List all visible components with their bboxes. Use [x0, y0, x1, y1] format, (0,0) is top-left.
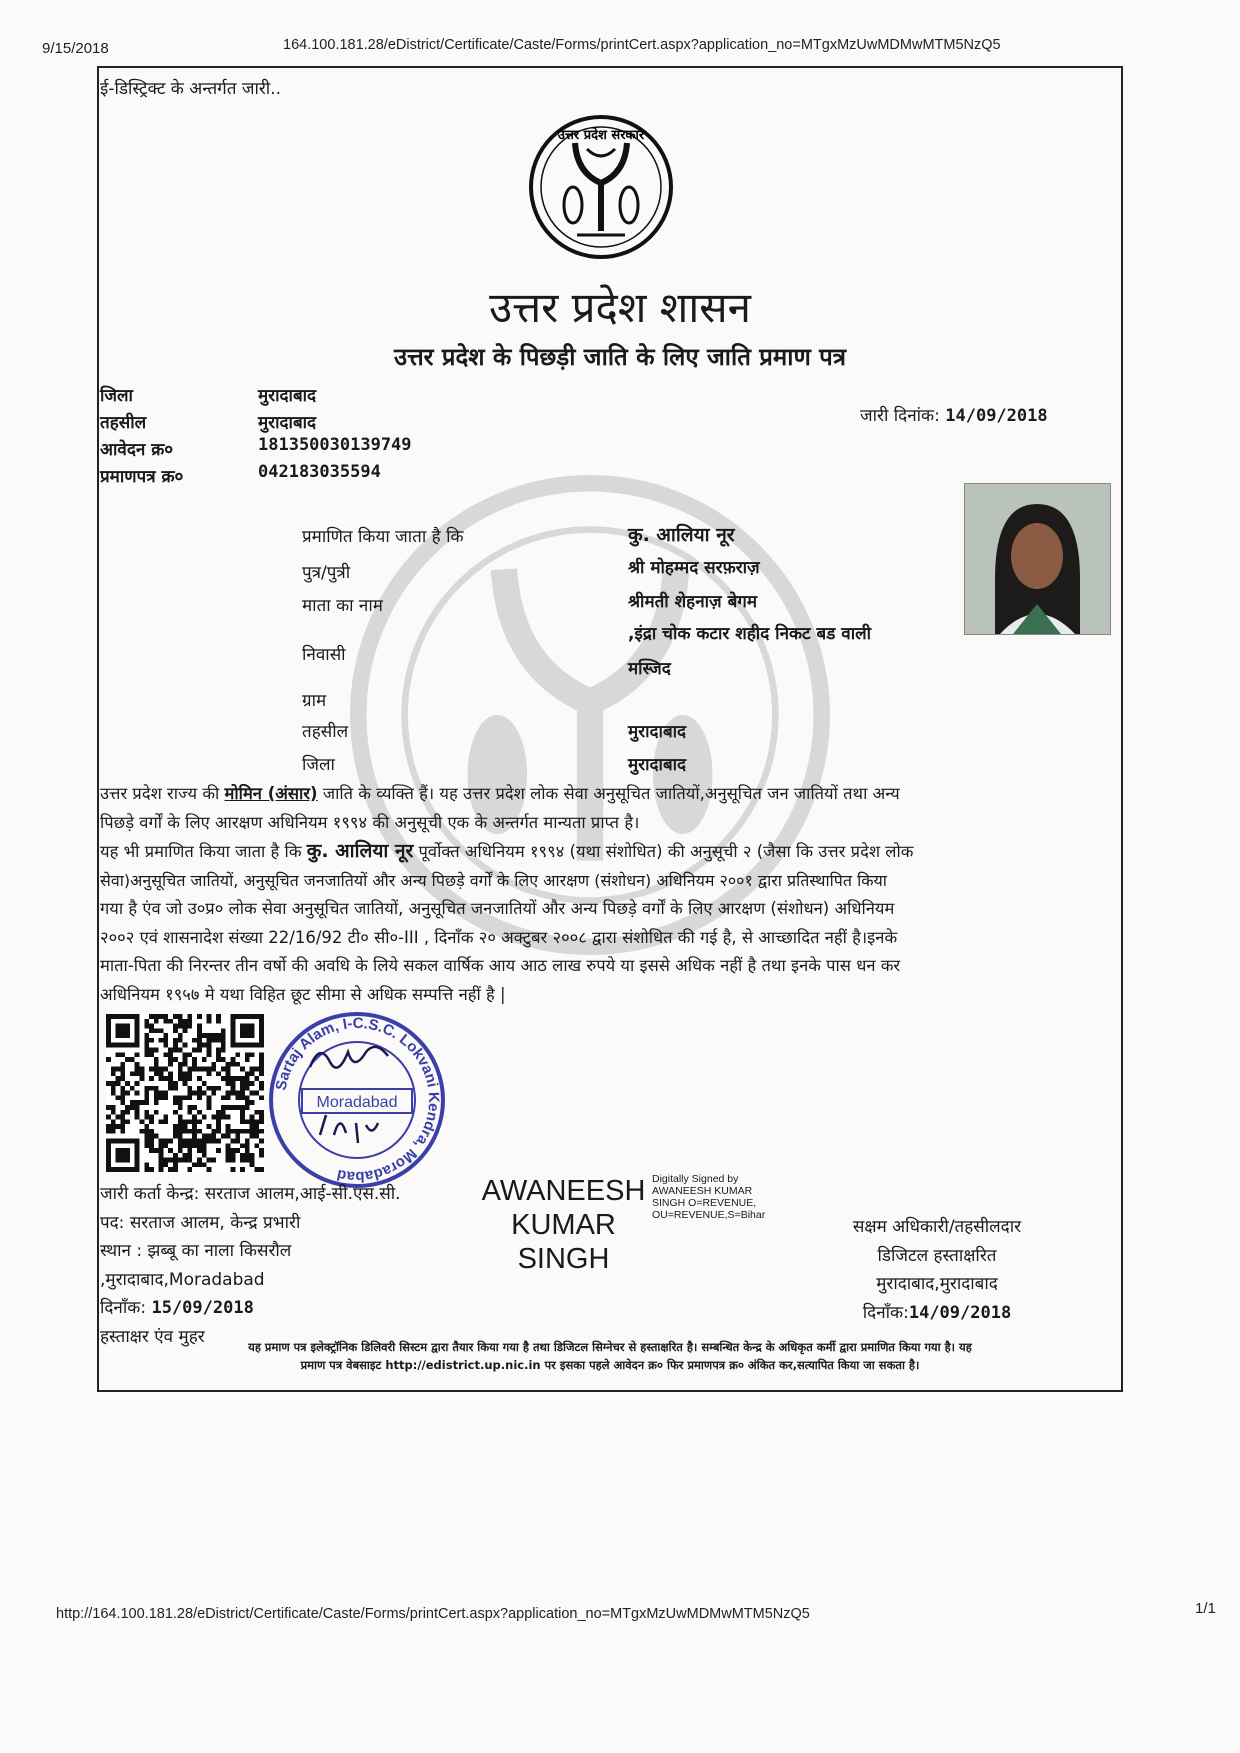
dsig-small-l4: OU=REVENUE,S=Bihar — [652, 1209, 766, 1221]
certificate-no-label: प्रमाणपत्र क्र० — [100, 467, 184, 487]
authority-date-label: दिनाँक: — [862, 1302, 909, 1323]
mother-label: माता का नाम — [302, 596, 383, 616]
certified-label: प्रमाणित किया जाता है कि — [302, 527, 464, 547]
tehsil-value: मुरादाबाद — [258, 413, 317, 433]
certificate-title: उत्तर प्रदेश शासन — [489, 283, 751, 332]
footer-note-l1: यह प्रमाण पत्र इलेक्ट्रॉनिक डिलिवरी सिस्टम द्वारा तैयार किया गया है तथा डिजिटल सिग्नेचर से हस्ताक्षरित है। सम्बन्धित केन्द्र के अधिकृत कर्मी द्वारा प्रमाणित किया गया है। यह — [248, 1340, 972, 1354]
digital-signature-details — [652, 1173, 802, 1221]
issued-under-text: ई-डिस्ट्रिक्ट के अन्तर्गत जारी.. — [100, 79, 282, 99]
tehsil-label: तहसील — [100, 413, 147, 433]
dsig-small-l2: AWANEESH KUMAR — [652, 1185, 753, 1197]
person-district-label: जिला — [302, 755, 335, 775]
dsig-small-l1: Digitally Signed by — [652, 1173, 739, 1185]
verification-qr-code — [106, 1014, 264, 1172]
print-page-number: 1/1 — [1195, 1600, 1216, 1617]
para2-l2: सेवा)अनुसूचित जातियों, अनुसूचित जनजातियों और अन्य पिछड़े वर्गों के लिए आरक्षण (संशोधन) अधिनियम २००१ द्वारा प्रतिस्थापित किया — [100, 870, 887, 890]
applicant-photo — [964, 483, 1111, 635]
print-date: 9/15/2018 — [42, 40, 109, 57]
authority-block — [812, 1213, 1062, 1327]
application-no-label: आवेदन क्र० — [100, 440, 174, 460]
stamp-center-text: Moradabad — [316, 1094, 398, 1111]
print-url: 164.100.181.28/eDistrict/Certificate/Caste/Forms/printCert.aspx?application_no=MTgxMzUwMDMwMTM5NzQ5 — [283, 37, 1001, 53]
mother-name: श्रीमती शेहनाज़ बेगम — [628, 592, 758, 612]
stamp-ring-text: Sartaj Alam, I-C.S.C. Lokvani Kendra, Moradabad — [272, 1014, 443, 1186]
para2-l5: माता-पिता की निरन्तर तीन वर्षो की अवधि के लिये सकल वार्षिक आय आठ लाख रुपये या इससे अधिक नहीं है तथा इनके पास धन कर — [100, 956, 901, 975]
address-line1: ,इंद्रा चोक कटार शहीद निकट बड वाली — [628, 624, 872, 644]
authority-title: सक्षम अधिकारी/तहसीलदार — [852, 1217, 1022, 1237]
center-rubber-stamp — [262, 1005, 452, 1195]
issuer-date-value: 15/09/2018 — [151, 1298, 254, 1318]
para2-name: कु. आलिया नूर — [306, 840, 414, 862]
district-value: मुरादाबाद — [258, 386, 317, 406]
certificate-paragraph-1 — [100, 780, 1115, 1009]
para1-pre: उत्तर प्रदेश राज्य की — [100, 784, 225, 803]
issue-date-label: जारी दिनांक: — [860, 406, 940, 426]
footer-note-l2: प्रमाण पत्र वेबसाइट http://edistrict.up.nic.in पर इसका पहले आवेदन क्र० फिर प्रमाणपत्र क्र० अंकित कर,सत्यापित किया जा सकता है। — [300, 1358, 920, 1372]
authority-place: मुरादाबाद,मुरादाबाद — [876, 1274, 998, 1294]
district-label: जिला — [100, 386, 133, 406]
certificate-no-value: 042183035594 — [258, 462, 381, 482]
dsig-line2: KUMAR — [511, 1209, 616, 1241]
resident-label: निवासी — [302, 645, 346, 665]
applicant-name: कु. आलिया नूर — [628, 524, 735, 546]
footer-note — [100, 1338, 1120, 1374]
authority-date — [812, 1299, 1062, 1328]
issuer-place: स्थान : झब्बू का नाला किसरौल — [100, 1241, 292, 1261]
person-tehsil-value: मुरादाबाद — [628, 722, 687, 742]
para2-l6: अधिनियम १९५७ मे यथा विहित छूट सीमा से अधिक सम्पत्ति नहीं है | — [100, 984, 506, 1004]
issue-date-value: 14/09/2018 — [945, 406, 1048, 426]
relation-label: पुत्र/पुत्री — [302, 563, 351, 583]
print-footer-url: http://164.100.181.28/eDistrict/Certificate/Caste/Forms/printCert.aspx?application_no=MTgxMzUwMDMwMTM5NzQ5 — [56, 1606, 810, 1622]
application-no-value: 181350030139749 — [258, 435, 412, 455]
para1-post: जाति के व्यक्ति हैं। यह उत्तर प्रदेश लोक सेवा अनुसूचित जातियों,अनुसूचित जन जातियों तथा अन्य — [317, 784, 900, 803]
digital-signature-name — [476, 1174, 651, 1276]
address-line2: मस्जिद — [628, 659, 671, 679]
caste-name: मोमिन (अंसार) — [224, 784, 318, 803]
village-label: ग्राम — [302, 691, 327, 711]
authority-date-value: 14/09/2018 — [908, 1302, 1012, 1323]
issuer-center: जारी कर्ता केन्द्र: सरताज आलम,आई-सी.एस.सी. — [100, 1184, 401, 1204]
dsig-line1: AWANEESH — [481, 1175, 646, 1207]
issuer-place2: ,मुरादाबाद,Moradabad — [100, 1269, 265, 1290]
para2-l1: पूर्वोक्त अधिनियम १९९४ (यथा संशोधित) की अनुसूची २ (जैसा कि उत्तर प्रदेश लोक — [413, 842, 914, 861]
authority-signed: डिजिटल हस्ताक्षरित — [877, 1245, 997, 1266]
para1-line2: पिछड़े वर्गों के लिए आरक्षण अधिनियम १९९४ की अनुसूची एक के अन्तर्गत मान्यता प्राप्त है। — [100, 812, 640, 832]
certificate-subtitle: उत्तर प्रदेश के पिछड़ी जाति के लिए जाति प्रमाण पत्र — [393, 343, 847, 371]
issuer-date-label: दिनाँक: — [100, 1298, 147, 1318]
issuer-post: पद: सरताज आलम, केन्द्र प्रभारी — [100, 1212, 301, 1233]
para2-l3: गया है एंव जो उ०प्र० लोक सेवा अनुसूचित जातियों, अनुसूचित जनजातियों और अन्य पिछड़े वर्गों के लिए आरक्षण (संशोधन) अधिनियम — [100, 899, 895, 918]
father-name: श्री मोहम्मद सरफ़राज़ — [628, 558, 760, 578]
issuer-block — [100, 1180, 401, 1351]
person-district-value: मुरादाबाद — [628, 755, 687, 775]
issuer-sign-label: हस्ताक्षर एंव मुहर — [100, 1326, 205, 1347]
up-government-emblem — [527, 113, 675, 261]
person-tehsil-label: तहसील — [302, 722, 349, 742]
dsig-small-l3: SINGH O=REVENUE, — [652, 1197, 757, 1209]
para2-l4: २००२ एवं शासनादेश संख्या 22/16/92 टी० सी०-III , दिनाँक २० अक्टुबर २००८ द्वारा संशोधित की गई है, से आच्छादित नहीं है।इनके — [100, 927, 898, 947]
dsig-line3: SINGH — [517, 1243, 610, 1275]
issue-date — [860, 403, 1048, 426]
emblem-text: उत्तर प्रदेश सरकार — [557, 128, 645, 143]
para2-pre: यह भी प्रमाणित किया जाता है कि — [100, 842, 307, 861]
issuer-date — [100, 1294, 401, 1323]
